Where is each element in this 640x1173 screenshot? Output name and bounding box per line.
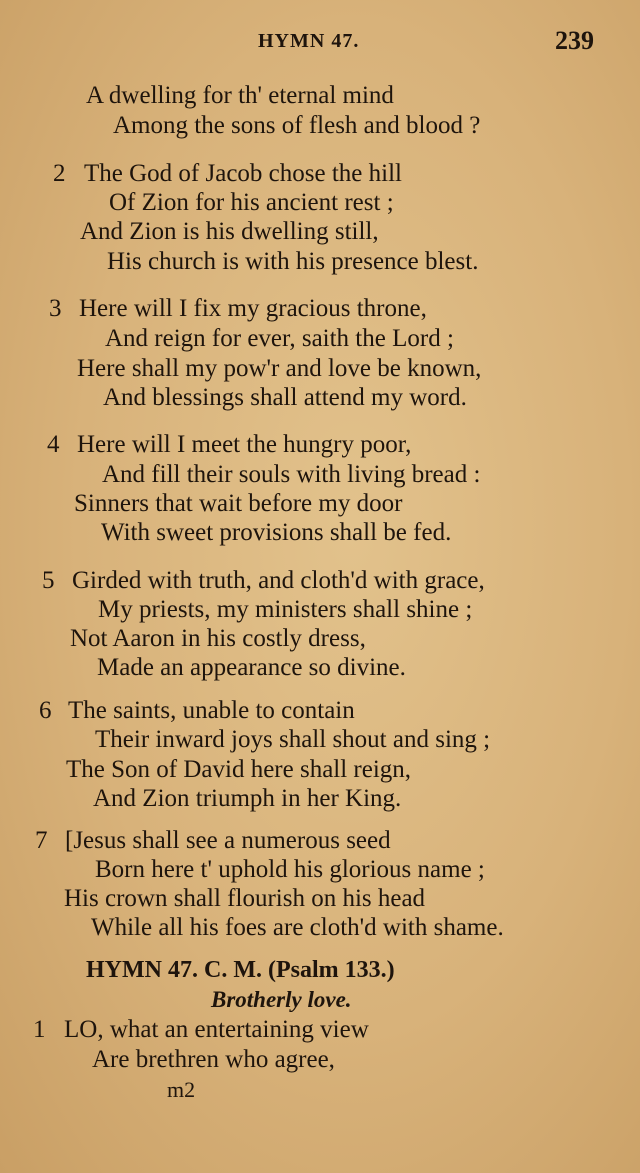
verse-line: Girded with truth, and cloth'd with grace, [72,567,485,594]
verse-line: And Zion is his dwelling still, [80,218,379,245]
verse-line: Are brethren who agree, [92,1046,335,1073]
verse-line: Of Zion for his ancient rest ; [109,189,394,216]
stanza-number: 1 [33,1016,46,1043]
verse-line: My priests, my ministers shall shine ; [98,596,473,623]
verse-line: Made an appearance so divine. [97,654,406,681]
verse-line: His church is with his presence blest. [107,248,479,275]
verse-line: The Son of David here shall reign, [66,756,412,783]
stanza-number: 4 [47,431,60,458]
stanza-number: 2 [53,160,66,187]
stanza-number: 7 [35,827,48,854]
verse-line: And fill their souls with living bread : [102,461,481,488]
hymn-heading: HYMN 47. C. M. (Psalm 133.) [86,957,395,983]
verse-line: His crown shall flourish on his head [64,885,426,912]
stanza-number: 3 [49,295,62,322]
verse-line: Here shall my pow'r and love be known, [77,355,482,382]
stanza-number: 5 [42,567,55,594]
verse-line: Here will I meet the hungry poor, [77,431,412,458]
continuation-line: A dwelling for th' eternal mind [86,82,394,109]
verse-line: [Jesus shall see a numerous seed [65,827,391,854]
verse-line: With sweet provisions shall be fed. [101,519,452,546]
verse-line: Their inward joys shall shout and sing ; [95,726,491,753]
running-head [0,26,640,60]
verse-line: And reign for ever, saith the Lord ; [105,325,454,352]
continuation-line: Among the sons of flesh and blood ? [113,112,481,139]
verse-line: While all his foes are cloth'd with shame. [91,914,504,941]
verse-line: Here will I fix my gracious throne, [79,295,427,322]
verse-line: And Zion triumph in her King. [93,785,402,812]
verse-line: Not Aaron in his costly dress, [70,625,366,652]
verse-line: LO, what an entertaining view [64,1016,369,1043]
verse-line: Sinners that wait before my door [74,490,403,517]
verse-line: And blessings shall attend my word. [103,384,467,411]
hymn-subtitle: Brotherly love. [211,987,352,1012]
stanza-number: 6 [39,697,52,724]
signature-mark: m2 [167,1077,196,1102]
running-head-title: HYMN 47. [258,30,360,52]
verse-line: The God of Jacob chose the hill [84,160,402,187]
page-number: 239 [555,26,594,55]
verse-line: The saints, unable to contain [68,697,355,724]
verse-line: Born here t' uphold his glorious name ; [95,856,485,883]
